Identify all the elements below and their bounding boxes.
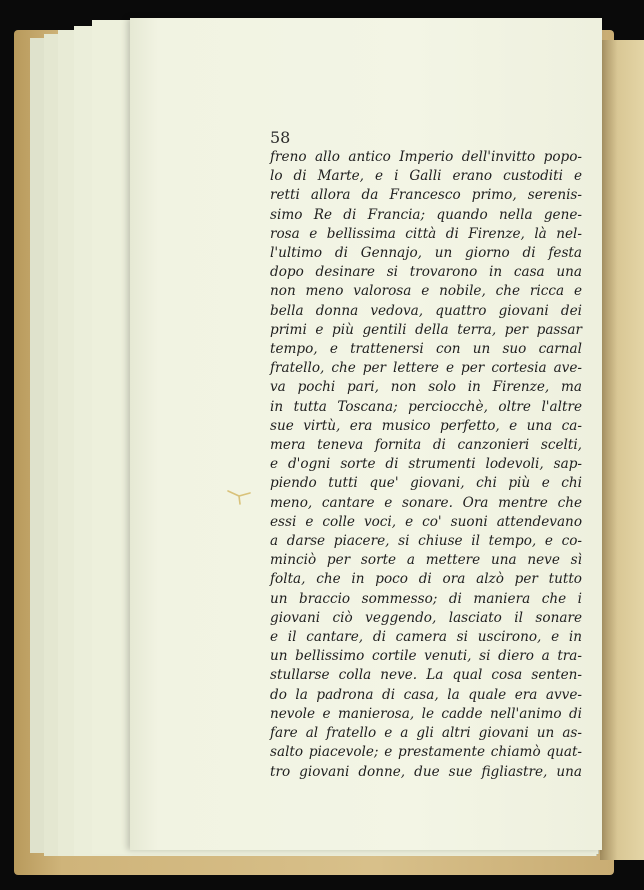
- text-line: dopo desinare si trovarono in casa una: [270, 264, 582, 281]
- text-line: un braccio sommesso; di maniera che i: [270, 590, 582, 607]
- text-line: simo Re di Francia; quando nella gene-: [270, 206, 582, 223]
- text-line: fratello, che per lettere e per cortesia ave-: [270, 360, 582, 377]
- text-line: salto piacevole; e prestamente chiamò quat-: [270, 744, 582, 761]
- book-cover-back: [600, 40, 644, 860]
- text-line: bella donna vedova, quattro giovani dei: [270, 302, 582, 319]
- text-line: folta, che in poco di ora alzò per tutto: [270, 571, 582, 588]
- text-line: fare al fratello e a gli altri giovani un as-: [270, 725, 582, 742]
- text-line: l'ultimo di Gennajo, un giorno di festa: [270, 245, 582, 262]
- text-line: stullarse colla neve. La qual cosa senten-: [270, 667, 582, 684]
- text-line: e d'ogni sorte di strumenti lodevoli, sap-: [270, 456, 582, 473]
- text-line: giovani ciò veggendo, lasciato il sonare: [270, 609, 582, 626]
- text-line: lo di Marte, e i Galli erano custoditi e: [270, 168, 582, 185]
- text-line: e il cantare, di camera si uscirono, e in: [270, 629, 582, 646]
- pencil-mark-icon: [226, 488, 252, 506]
- text-line: piendo tutti que' giovani, chi più e chi: [270, 475, 582, 492]
- text-line: sue virtù, era musico perfetto, e una ca-: [270, 417, 582, 434]
- text-line: nevole e manierosa, le cadde nell'animo di: [270, 705, 582, 722]
- text-line: un bellissimo cortile venuti, si diero a tra-: [270, 648, 582, 665]
- text-line: rosa e bellissima città di Firenze, là nel-: [270, 225, 582, 242]
- text-line: in tutta Toscana; perciocchè, oltre l'altre: [270, 398, 582, 415]
- text-line: minciò per sorte a mettere una neve sì: [270, 552, 582, 569]
- text-line: non meno valorosa e nobile, che ricca e: [270, 283, 582, 300]
- text-line: retti allora da Francesco primo, serenis-: [270, 187, 582, 204]
- text-line: a darse piacere, si chiuse il tempo, e co-: [270, 533, 582, 550]
- text-line: va pochi pari, non solo in Firenze, ma: [270, 379, 582, 396]
- text-line: meno, cantare e sonare. Ora mentre che: [270, 494, 582, 511]
- text-line: tempo, e trattenersi con un suo carnal: [270, 341, 582, 358]
- text-line: freno allo antico Imperio dell'invitto popo-: [270, 149, 582, 165]
- text-line: essi e colle voci, e co' suoni attendevano: [270, 513, 582, 530]
- body-text: [270, 148, 582, 782]
- text-line: primi e più gentili della terra, per passar: [270, 321, 582, 338]
- text-line: mera teneva fornita di canzonieri scelti,: [270, 437, 582, 454]
- text-line: do la padrona di casa, la quale era avve-: [270, 686, 582, 703]
- text-line: tro giovani donne, due sue figliastre, una: [270, 763, 582, 780]
- page-number: 58: [270, 128, 291, 147]
